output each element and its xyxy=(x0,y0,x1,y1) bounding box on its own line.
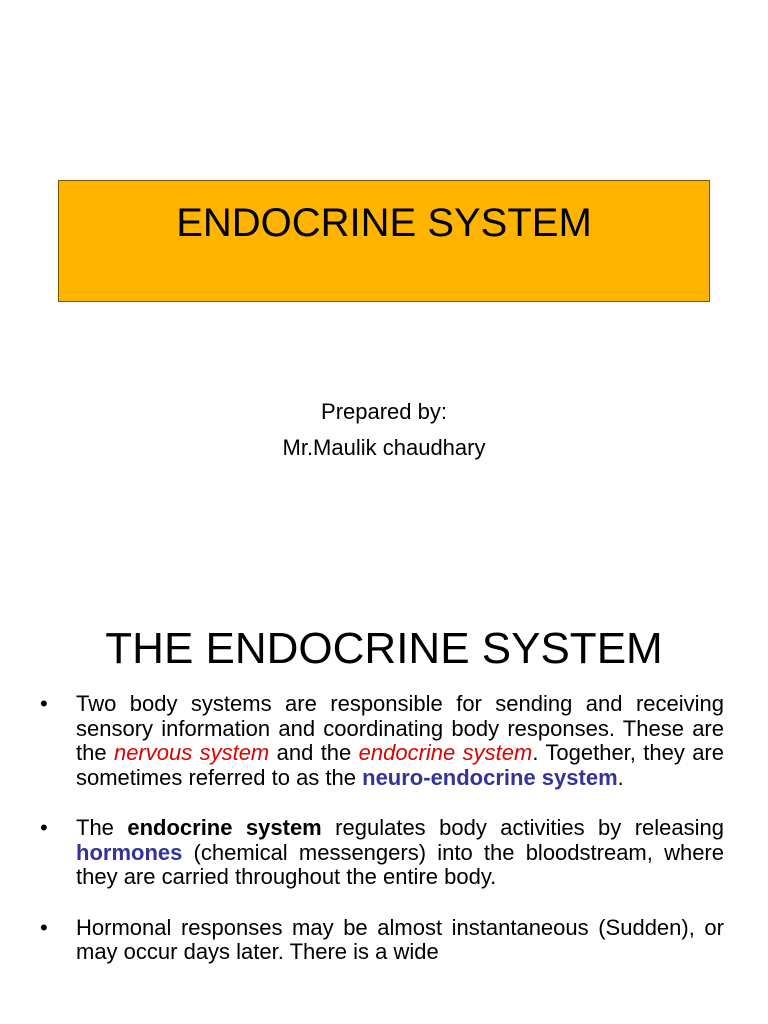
bullet-text: regulates body activities by releasing xyxy=(321,815,724,840)
bullet-dot: • xyxy=(40,815,48,840)
highlight-nervous-system: nervous system xyxy=(113,740,270,765)
author-name: Mr.Maulik chaudhary xyxy=(282,435,486,460)
bullet-item xyxy=(40,916,724,965)
highlight-endocrine-system: endocrine system xyxy=(358,740,533,765)
bullet-item xyxy=(40,692,724,790)
title-box xyxy=(58,180,710,302)
bullet-dot: • xyxy=(40,691,48,716)
bullet-text: . xyxy=(617,764,624,790)
bullet-dot: • xyxy=(40,914,48,940)
slide-title: ENDOCRINE SYSTEM xyxy=(176,201,592,245)
bullet-text: and the xyxy=(269,740,359,765)
bold-endocrine-system: endocrine system xyxy=(127,815,322,840)
bullet-text: Hormonal responses may be almost instantaneous (Sudden), or may occur days later. There is a wide xyxy=(76,914,724,964)
bullet-text: Two body systems are responsible for sending and receiving sensory information and coordinating body responses. These are the xyxy=(76,691,724,765)
content-slide xyxy=(0,600,768,1024)
bullet-text: (chemical messengers) into the bloodstream, where they are carried throughout the entire body. xyxy=(76,839,724,889)
highlight-neuro-endocrine-system: neuro-endocrine system xyxy=(362,764,618,790)
bullet-list xyxy=(40,692,724,991)
content-slide-title: THE ENDOCRINE SYSTEM xyxy=(105,624,663,673)
bullet-text: The xyxy=(76,815,128,840)
bullet-text: . Together, they are sometimes referred to as the xyxy=(76,740,724,790)
prepared-by-block xyxy=(0,394,768,466)
prepared-by-label: Prepared by: xyxy=(321,399,447,424)
bullet-item xyxy=(40,816,724,890)
highlight-hormones: hormones xyxy=(76,839,183,865)
